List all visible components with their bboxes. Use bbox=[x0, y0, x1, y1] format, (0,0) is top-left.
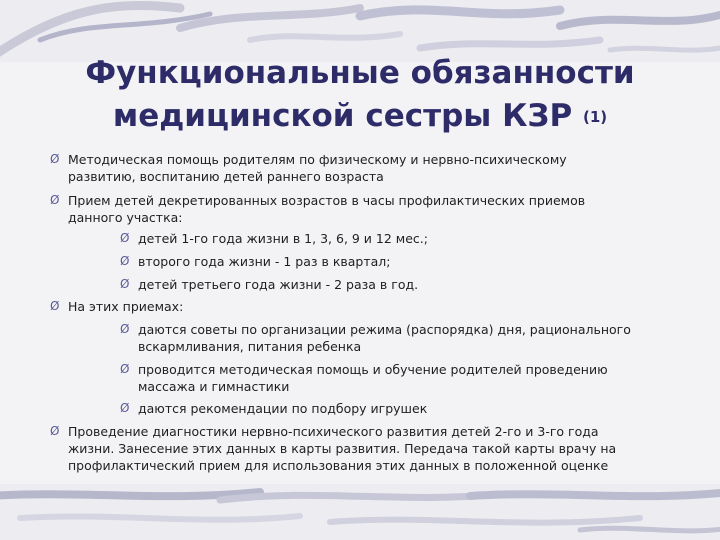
sub-list-item: детей третьего года жизни - 2 раза в год. bbox=[138, 277, 419, 292]
bullet-arrow-icon: Ø bbox=[50, 193, 60, 207]
list-item: Проведение диагностики нервно-психического развития детей 2-го и 3-го года жизни. Занесение этих данных в карты развития. Передача такой карты врачу на профилактический прием для использования этих данных в положенной оценке bbox=[68, 424, 617, 473]
bullet-arrow-icon: Ø bbox=[120, 277, 130, 291]
list-item: На этих приемах: bbox=[68, 299, 184, 314]
sub-list-item: даются советы по организации режима (распорядка) дня, рационального вскармливания, питания ребенка bbox=[138, 322, 631, 354]
list-item: Прием детей декретированных возрастов в часы профилактических приемов данного участка: bbox=[68, 193, 586, 225]
bullet-arrow-icon: Ø bbox=[50, 299, 60, 313]
title-line-2: медицинской сестры КЗР bbox=[112, 98, 573, 134]
bullet-arrow-icon: Ø bbox=[120, 231, 130, 245]
sub-list-item: детей 1-го года жизни в 1, 3, 6, 9 и 12 мес.; bbox=[138, 231, 428, 246]
sub-list-item: проводится методическая помощь и обучение родителей проведению массажа и гимнастики bbox=[138, 362, 608, 394]
title-suffix: (1) bbox=[582, 108, 608, 126]
title-line-1: Функциональные обязанности bbox=[85, 55, 635, 91]
bullet-arrow-icon: Ø bbox=[50, 152, 60, 166]
bullet-arrow-icon: Ø bbox=[120, 401, 130, 415]
bullet-arrow-icon: Ø bbox=[50, 424, 60, 438]
bullet-arrow-icon: Ø bbox=[120, 322, 130, 336]
bullet-arrow-icon: Ø bbox=[120, 254, 130, 268]
bullet-arrow-icon: Ø bbox=[120, 362, 130, 376]
sub-list-item: второго года жизни - 1 раз в квартал; bbox=[138, 254, 391, 269]
sub-list-item: даются рекомендации по подбору игрушек bbox=[138, 401, 428, 416]
list-item: Методическая помощь родителям по физическому и нервно-психическому развитию, воспитанию детей раннего возраста bbox=[68, 152, 567, 184]
